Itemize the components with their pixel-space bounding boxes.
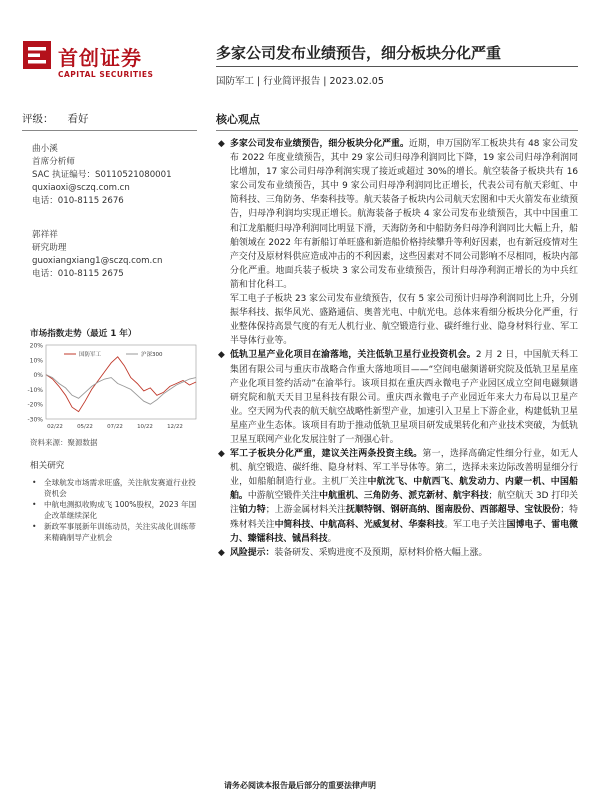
analyst-role: 首席分析师 xyxy=(32,157,75,167)
stock-highlight: 铂力特 xyxy=(238,505,266,516)
brand-name-en: CAPITAL SECURITIES xyxy=(58,70,154,79)
list-item[interactable]: • 新政军事展新年训练动员，关注实战化训练带来精确制导产业机会 xyxy=(32,521,202,543)
paragraph-text: 。军工电子关注 xyxy=(444,519,507,530)
x-tick-label: 12/22 xyxy=(167,424,183,430)
paragraph-text: 第一，选择高确定性细分行业，如无人机、航空锻造、碳纤维、隐身材料、军工半导体等。第二，选择未来边际改善明显细分行业，如船舶制造行业。主机厂关注 xyxy=(230,449,579,488)
bullet-icon: ◆ xyxy=(218,449,225,460)
bullet-heading: 风险提示： xyxy=(230,547,275,558)
x-tick-label: 07/22 xyxy=(107,424,123,430)
bullet-icon: ◆ xyxy=(218,350,225,361)
analyst-phone: 电话：010-8115 2676 xyxy=(32,196,124,206)
stock-highlight: 国博电子、雷电微力、臻镭科技、铖昌科技 xyxy=(230,519,579,544)
rating-label: 评级： xyxy=(22,113,54,125)
bullet-item xyxy=(216,546,578,560)
section-title: 核心观点 xyxy=(216,113,260,126)
rating xyxy=(22,111,89,126)
analyst-cert: SAC 执证编号：S0110521080001 xyxy=(32,170,172,180)
y-tick-label: -30% xyxy=(27,416,43,424)
report-title: 多家公司发布业绩预告，细分板块分化严重 xyxy=(216,44,502,62)
related-research-list xyxy=(32,477,202,543)
paragraph-text: ；航空航天 3D 打印关注 xyxy=(230,491,579,516)
analyst-phone: 电话：010-8115 2675 xyxy=(32,269,124,279)
series-line-defense xyxy=(46,357,196,412)
paragraph-text: 中游航空锻件关注 xyxy=(247,491,320,502)
paragraph-text: 2 月 2 日，中国航天科工集团有限公司与重庆市战略合作重大落地项目——“空间电磁频谱研究院及低轨卫星星座产业化项目签约活动”在渝举行。该项目拟在重庆西永微电子产业园区成立空间电磁频谱研究院和航天天目卫星科技有限公司。重庆西永微电子产业园近年来大力布局以卫星产业。空天网为代表的航天航空战略性新型产业，加速引入卫星上下游企业，构建低轨卫星星座产业生态体。该项目有助于推动低轨卫星项目研发成果转化和产业技术突破，为低轨卫星互联网产业化发展注射了一剂强心针。 xyxy=(230,350,579,445)
paragraph xyxy=(230,546,578,560)
legal-footer: 请务必阅读本报告最后部分的重要法律声明 xyxy=(224,781,376,790)
paragraph-text: 近期，申万国防军工板块共有 48 家公司发布 2022 年度业绩预告，其中 29 家公司归母净利润同比下降，19 家公司归母净利润同比增加，17 家公司归母净利润实现了接近或超过 30%的增长。航空装备子板块共有 16 家公司发布业绩预告，其中 9 家公司归母净利润同比正增长，代表公司有航天彩虹、中简科技、三角防务、华秦科技等。航天装备子板块内公司航天宏图和中天火箭发布业绩预告，归母净利润均实现正增长。航海装备子板块 4 家公司发布业绩预告，其中中国重工和江龙船艇归母净利润同比明显下滑，天海防务和中船防务归母净利润同比大幅上升，船舶领域在 2022 年有新船订单旺盛和新造船价格持续攀升等利好因素，也有新冠疫情对生产交付及原材料供应造成冲击的不利因素，这些因素对不同公司影响不尽相同，板块内部分化严重。地面兵装子板块 3 家公司发布业绩预告，预计归母净利润正增长的为中兵红箭和甘化科工。 xyxy=(230,139,579,290)
brand-logo-icon xyxy=(22,40,52,70)
legend-label: 沪深300 xyxy=(141,352,163,359)
stock-highlight: 中简科技、中航高科、光威复材、华秦科技 xyxy=(274,519,445,530)
bullet-item xyxy=(216,447,578,546)
y-tick-label: 0% xyxy=(33,372,43,380)
analyst-email[interactable]: quxiaoxi@sczq.com.cn xyxy=(32,183,130,193)
plot-frame xyxy=(46,345,196,419)
right-divider xyxy=(216,130,578,131)
bullet-item xyxy=(216,348,578,447)
bullet-item xyxy=(216,137,578,348)
analyst-name: 郭祥祥 xyxy=(32,230,58,240)
core-viewpoints xyxy=(216,137,578,560)
paragraph xyxy=(230,447,578,546)
stock-highlight: 抚顺特钢、钢研高纳、图南股份、西部超导、宝钛股份 xyxy=(346,505,561,516)
bullet-heading: 军工子板块分化严重，建议关注两条投资主线。 xyxy=(230,449,423,460)
title-divider xyxy=(216,66,578,67)
brand-logo xyxy=(22,40,212,90)
y-tick-label: -10% xyxy=(27,386,43,394)
market-index-chart xyxy=(20,341,200,433)
stock-highlight: 中航重机、三角防务、派克新材、航宇科技 xyxy=(319,491,489,502)
rating-value: 看好 xyxy=(67,113,89,125)
paragraph-text: ；特殊材料关注 xyxy=(230,505,579,530)
chart-title: 市场指数走势（最近 1 年） xyxy=(30,329,137,339)
paragraph: 军工电子子板块 23 家公司发布业绩预告，仅有 5 家公司预计归母净利润同比上升，分别振华科技、振华风光、盛路通信、奥普光电、中航光电。总体来看细分板块分化严重，行业整体保持高景气度的有无人机行业、航空锻造行业、碳纤维行业、隐身材料行业、军工半导体行业等。 xyxy=(230,294,578,347)
left-divider xyxy=(22,130,197,131)
paragraph-text: 装备研发、采购进度不及预期，原材料价格大幅上涨。 xyxy=(274,547,488,558)
legend-label: 国防军工 xyxy=(79,352,102,359)
analyst-role: 研究助理 xyxy=(32,243,67,253)
stock-highlight: 中航沈飞、中航西飞、航发动力、内蒙一机、中国船舶。 xyxy=(230,477,578,502)
report-subtitle: 国防军工 | 行业简评报告 | 2023.02.05 xyxy=(216,76,384,87)
y-tick-label: 20% xyxy=(29,342,43,350)
bullet-heading: 低轨卫星产业化项目在渝落地，关注低轨卫星行业投资机会。 xyxy=(230,350,476,361)
paragraph-text: ；上游金属材料关注 xyxy=(265,505,347,516)
x-tick-label: 02/22 xyxy=(47,424,63,430)
x-tick-label: 05/22 xyxy=(77,424,93,430)
analyst-name: 曲小溪 xyxy=(32,144,58,154)
bullet-icon: ◆ xyxy=(218,139,225,149)
analyst-card xyxy=(32,143,172,208)
chart-source: 资料来源：聚源数据 xyxy=(30,438,98,447)
list-item[interactable]: • 中航电测拟收购成飞 100%股权，2023 年国企改革继续深化 xyxy=(32,499,202,521)
bullet-heading: 多家公司发布业绩预告，细分板块分化严重。 xyxy=(230,139,409,149)
paragraph-text: 。 xyxy=(327,533,337,544)
analyst-email[interactable]: guoxiangxiang1@sczq.com.cn xyxy=(32,256,163,266)
y-tick-label: -20% xyxy=(27,401,43,409)
y-tick-label: 10% xyxy=(29,357,43,365)
related-research-title: 相关研究 xyxy=(30,461,65,471)
paragraph xyxy=(230,137,578,292)
x-tick-label: 10/22 xyxy=(137,424,153,430)
list-item[interactable]: • 全球航发市场需求旺盛，关注航发赛道行业投资机会 xyxy=(32,477,202,499)
bullet-icon: ◆ xyxy=(218,547,225,558)
analyst-card xyxy=(32,229,162,281)
brand-name: 首创证券 xyxy=(58,46,142,70)
paragraph xyxy=(230,348,578,447)
